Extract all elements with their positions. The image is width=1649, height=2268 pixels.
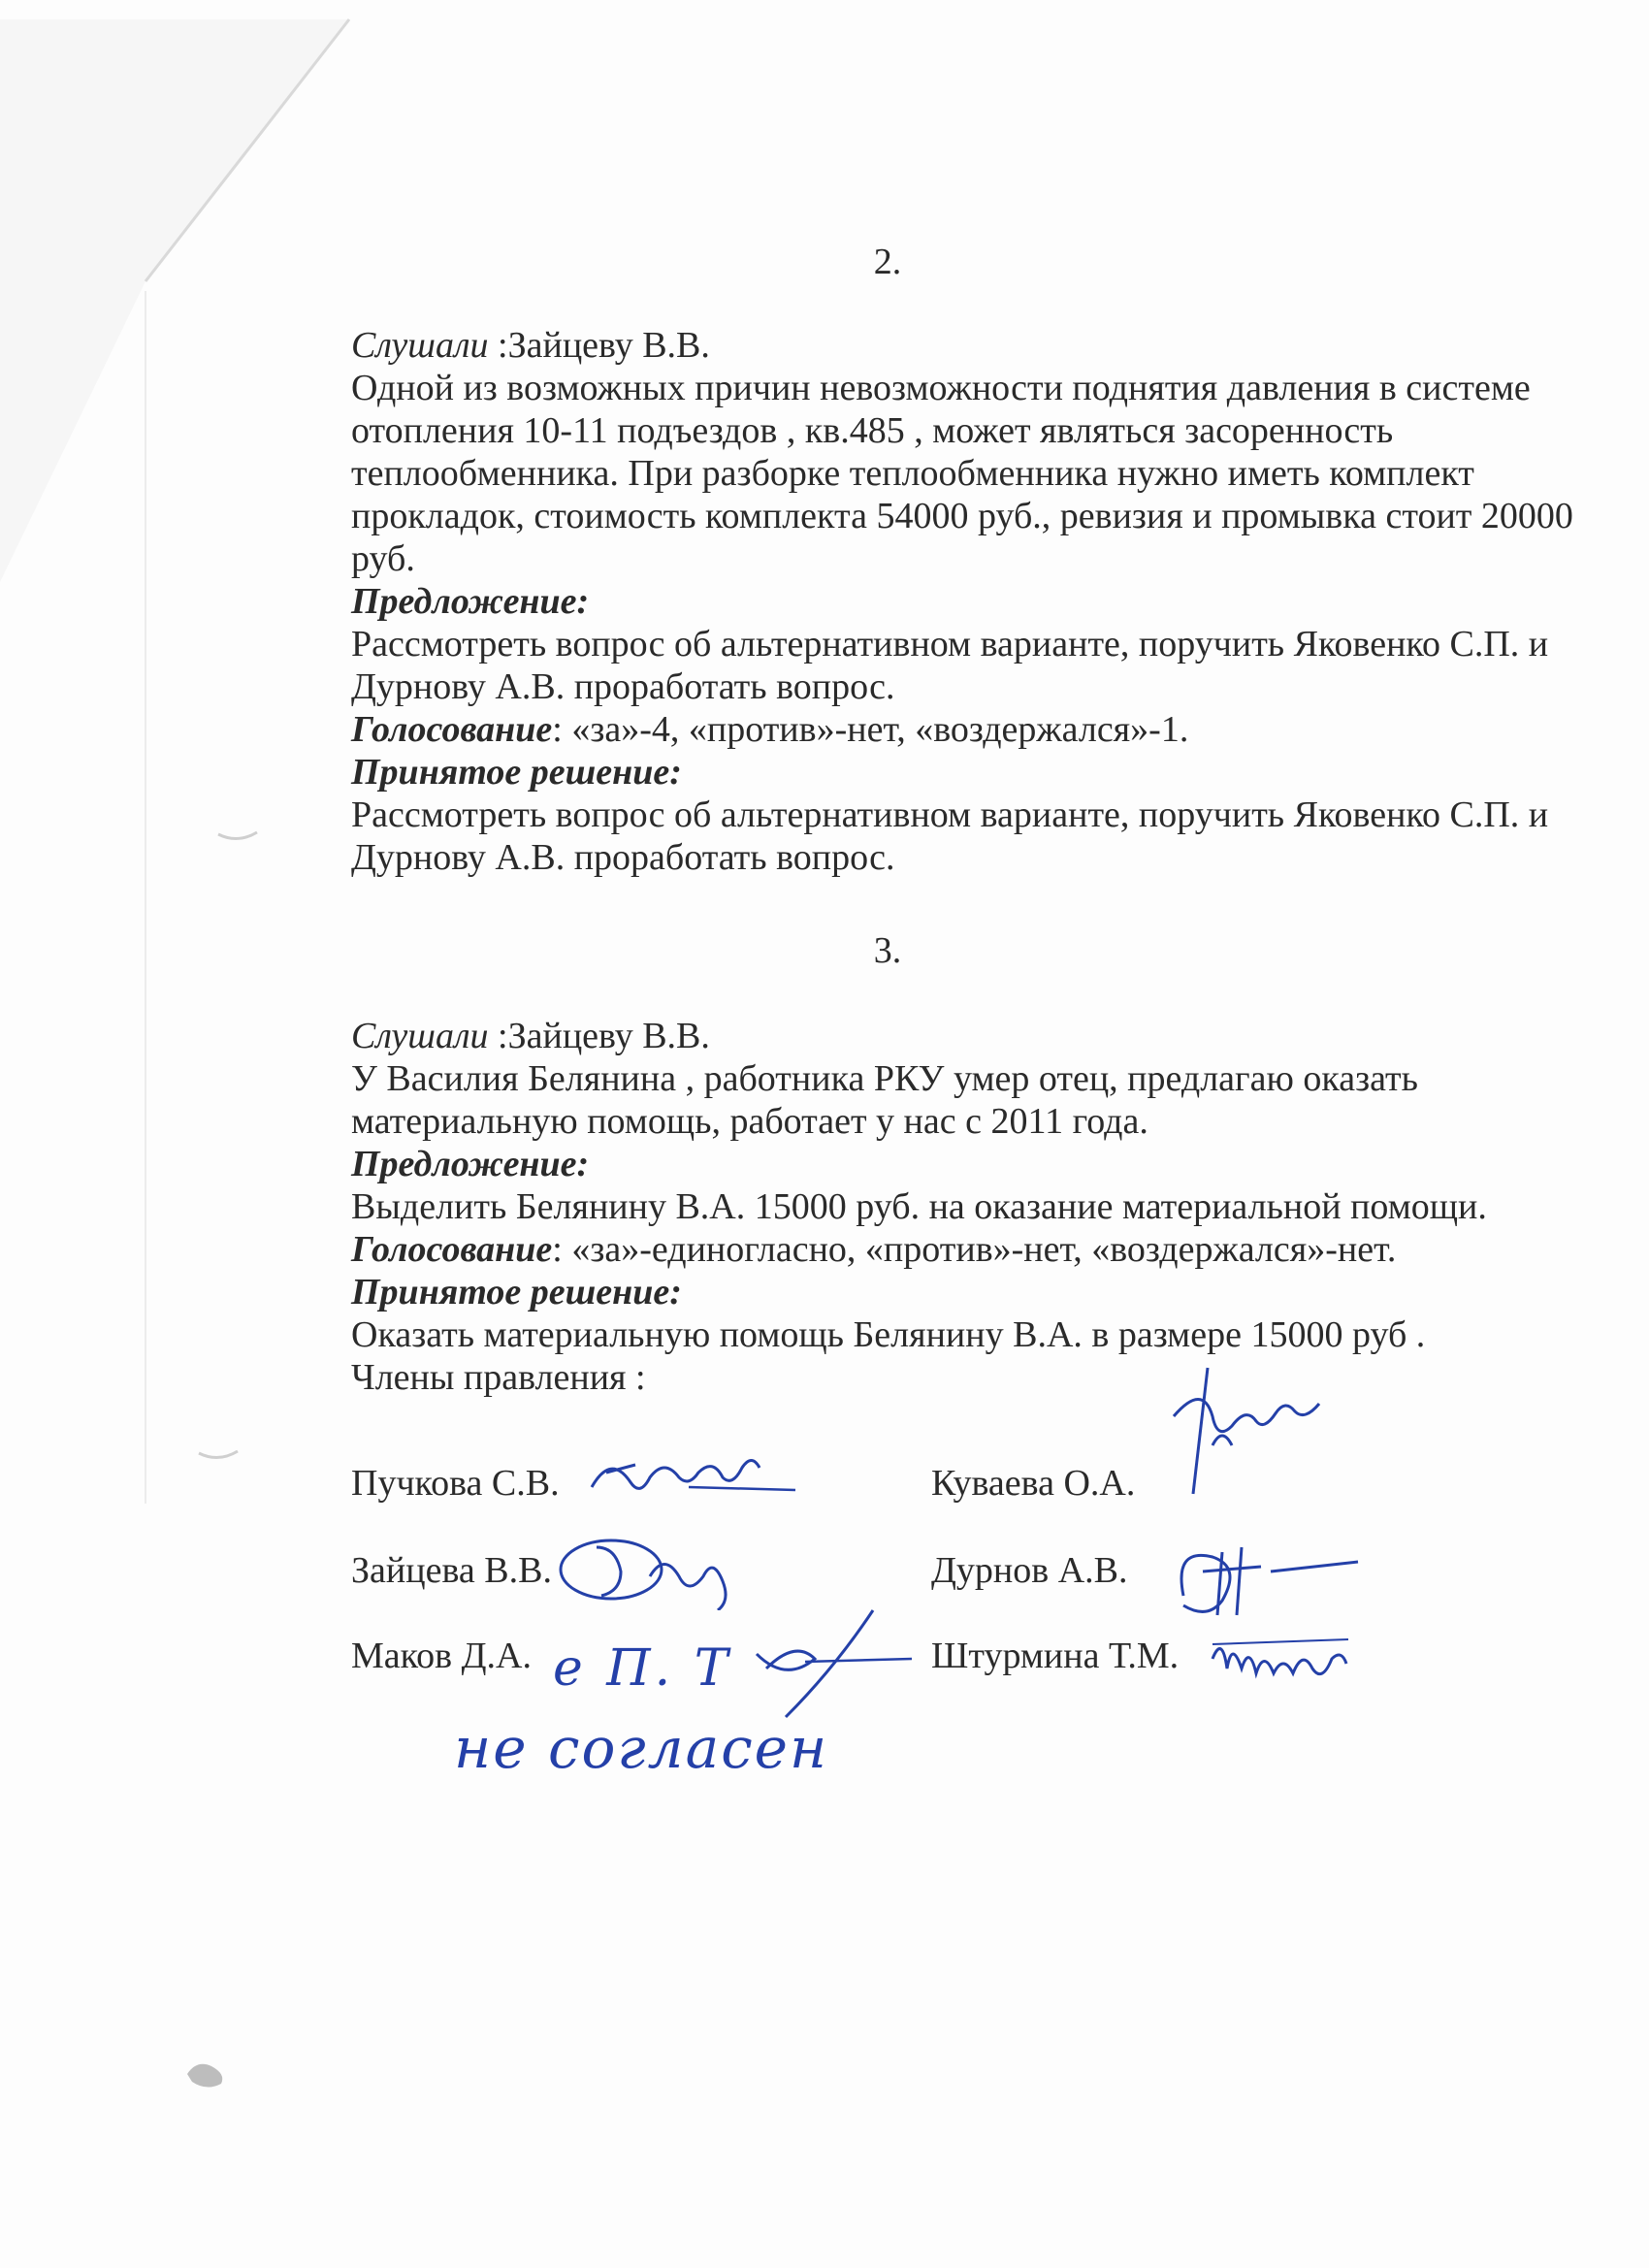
vote-line <box>351 1228 1612 1271</box>
heard-label: Слушали <box>351 1016 489 1056</box>
section-3 <box>351 1015 1612 1399</box>
board-members-label: Члены правления : <box>351 1357 646 1398</box>
handwritten-disagreement: не согласен <box>454 1715 829 1781</box>
signature-durnov <box>1164 1518 1368 1625</box>
heard-body: У Василия Белянина , работника РКУ умер отец, предлагаю оказать материальную помощь, работает у нас с 2011 года. <box>351 1058 1418 1142</box>
section-2 <box>351 324 1612 879</box>
heard-line <box>351 1015 1612 1057</box>
signature-shturmina <box>1203 1620 1368 1688</box>
signatory-name: Куваева О.А. <box>931 1463 1136 1504</box>
proposal-label: Предложение: <box>351 1144 590 1184</box>
signatory-name: Штурмина Т.М. <box>931 1636 1180 1676</box>
signature-zaytseva <box>558 1523 752 1610</box>
heard-line <box>351 324 1612 367</box>
decision-label: Принятое решение: <box>351 1272 682 1312</box>
heard-body: Одной из возможных причин невозможности поднятия давления в системе отопления 10-11 подъездов , кв.485 , может являться засоренность теплообменника. При разборке теплообменника нужно иметь комплект прокладок, стоимость комплекта 54000 руб., ревизия и промывка стоит 20000 руб. <box>351 368 1573 579</box>
punch-hole-mark <box>182 2055 231 2098</box>
vote-text: : «за»-4, «против»-нет, «воздержался»-1. <box>552 709 1189 750</box>
signatory-name: Маков Д.А. <box>351 1636 532 1676</box>
handwritten-note: е П. Т <box>553 1639 732 1698</box>
decision-label: Принятое решение: <box>351 752 682 793</box>
signatory-name: Дурнов А.В. <box>931 1550 1128 1591</box>
vote-label: Голосование <box>351 1229 553 1270</box>
proposal-label: Предложение: <box>351 581 590 622</box>
section-number: 3. <box>873 930 902 971</box>
decision-text: Оказать материальную помощь Белянину В.А. в размере 15000 руб . <box>351 1314 1426 1355</box>
heard-value: :Зайцеву В.В. <box>488 1016 710 1056</box>
proposal-text: Выделить Белянину В.А. 15000 руб. на оказание материальной помощи. <box>351 1186 1487 1227</box>
vote-line <box>351 708 1612 751</box>
signature-kuvaeva <box>1154 1358 1348 1504</box>
heard-value: :Зайцеву В.В. <box>488 325 710 366</box>
signatory-name: Зайцева В.В. <box>351 1550 552 1591</box>
vote-label: Голосование <box>351 709 553 750</box>
signature-puchkova <box>582 1434 805 1511</box>
vote-text: : «за»-единогласно, «против»-нет, «воздержался»-нет. <box>552 1229 1397 1270</box>
section-number: 2. <box>873 242 902 282</box>
decision-text: Рассмотреть вопрос об альтернативном варианте, поручить Яковенко С.П. и Дурнову А.В. проработать вопрос. <box>351 794 1549 878</box>
heard-label: Слушали <box>351 325 489 366</box>
proposal-text: Рассмотреть вопрос об альтернативном варианте, поручить Яковенко С.П. и Дурнову А.В. проработать вопрос. <box>351 624 1549 707</box>
signatory-name: Пучкова С.В. <box>351 1463 560 1504</box>
